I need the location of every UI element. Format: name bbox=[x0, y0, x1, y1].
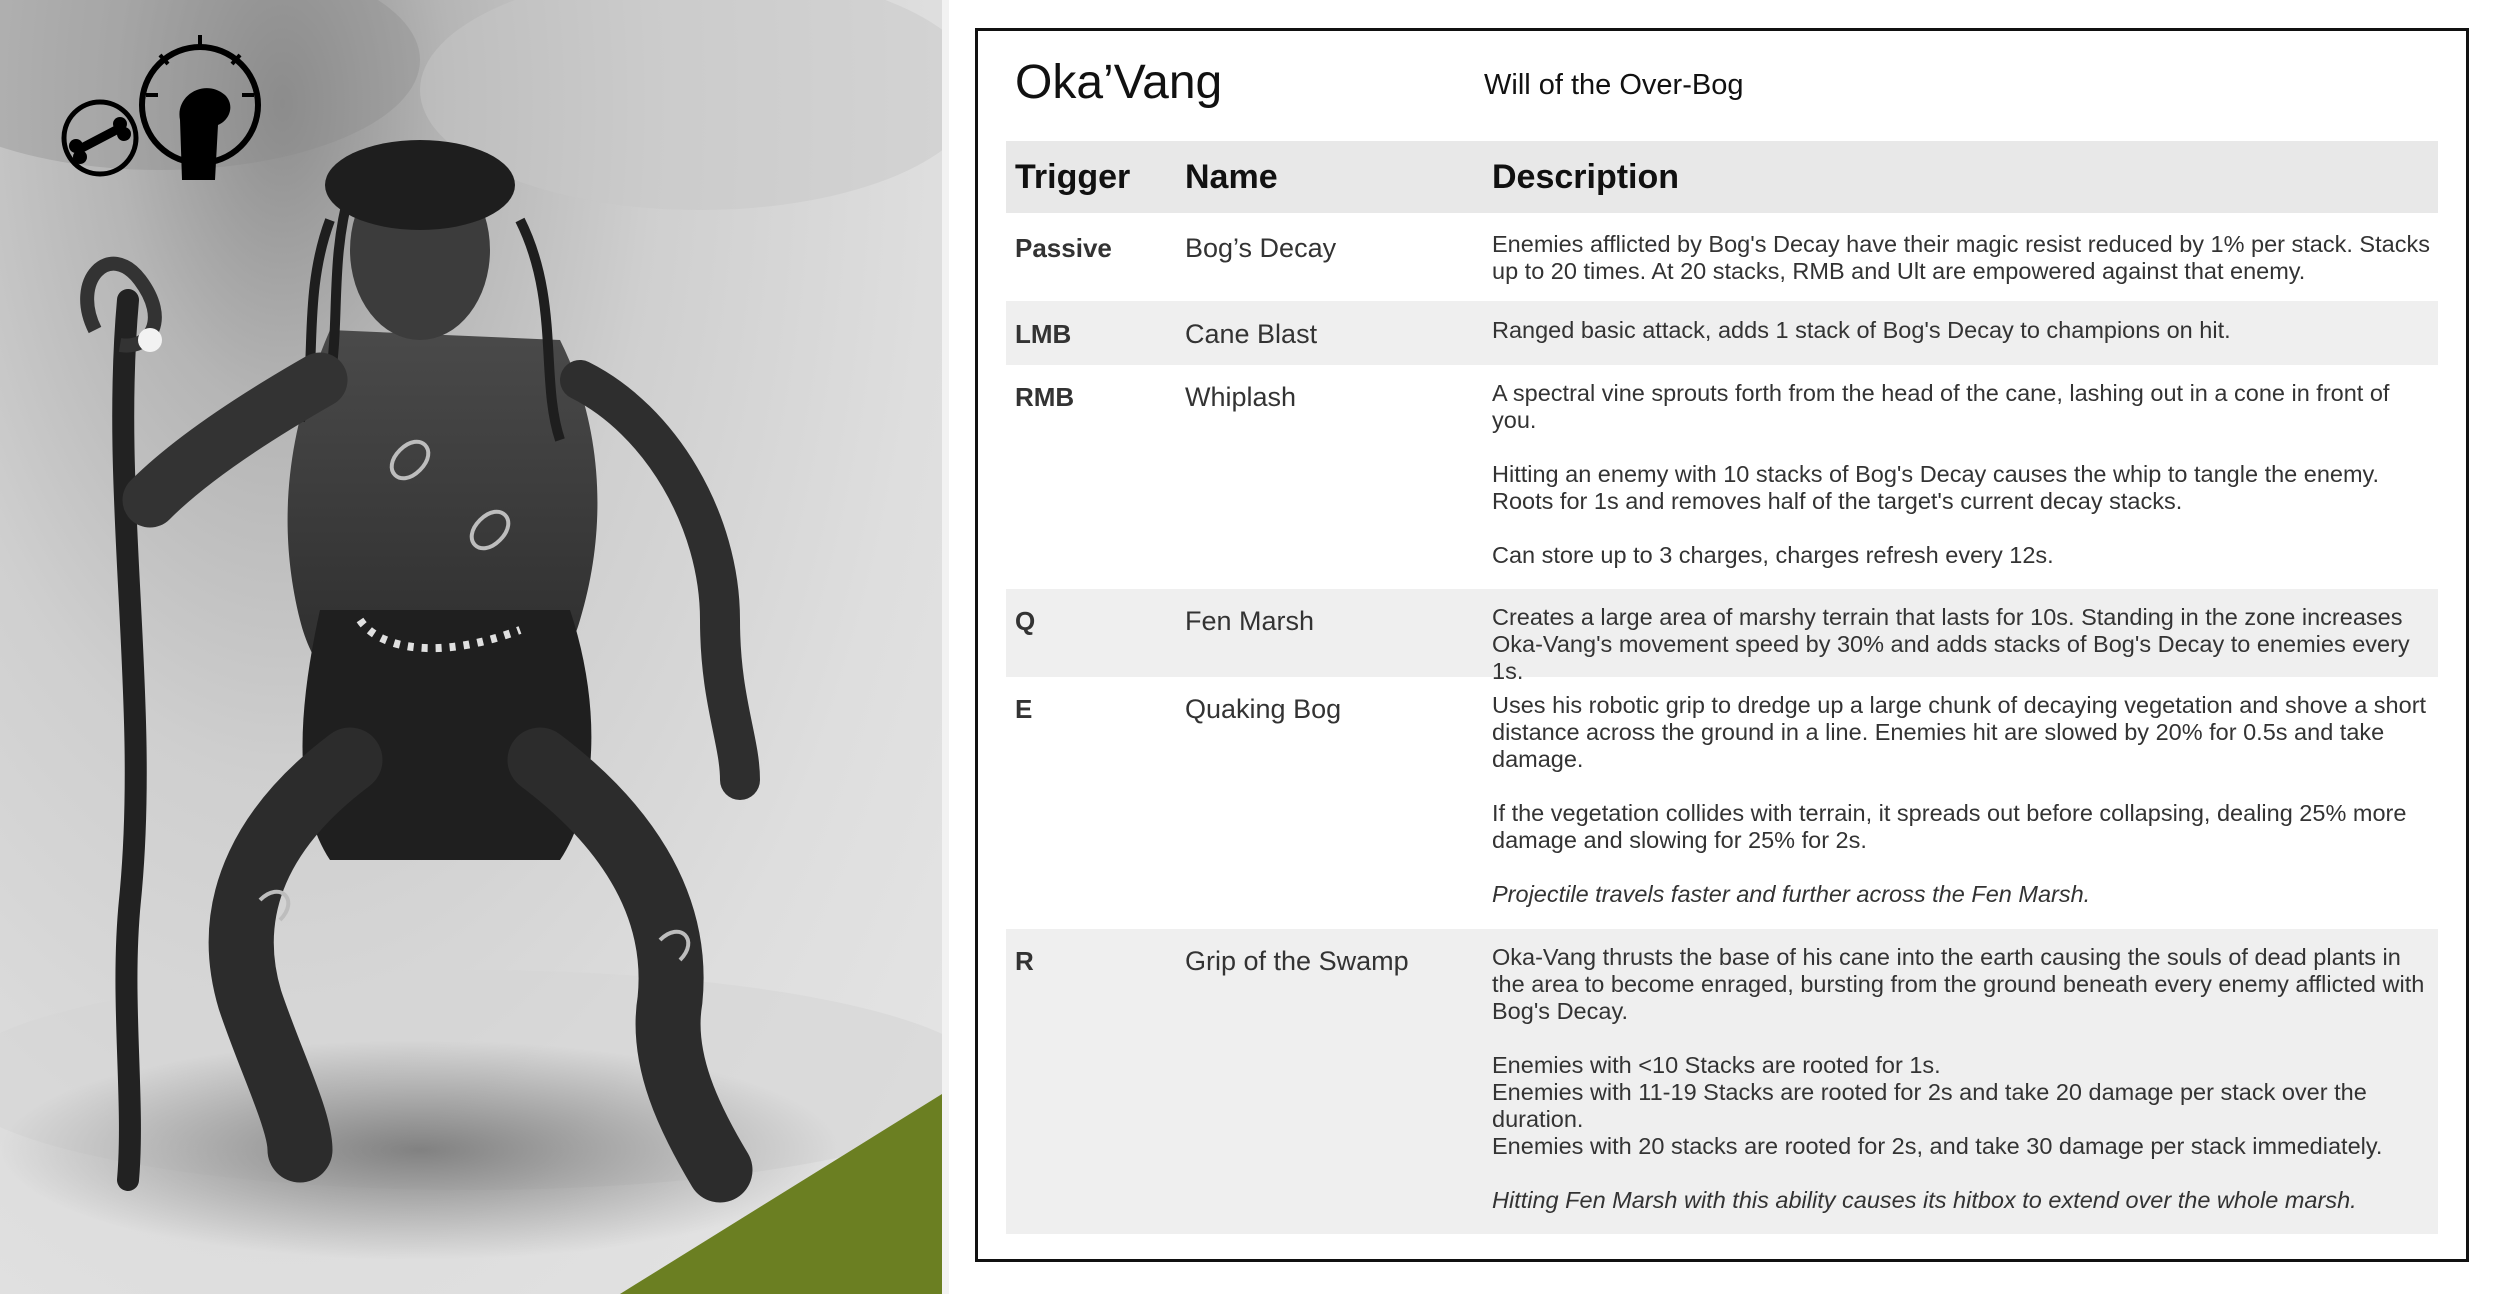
trigger-cell: RMB bbox=[1015, 382, 1075, 412]
description-text: A spectral vine sprouts forth from the head of the cane, lashing out in a cone in front of you. bbox=[1492, 380, 2390, 433]
champion-name: Oka’Vang bbox=[1015, 56, 1223, 109]
trigger-cell: Q bbox=[1015, 606, 1036, 636]
ability-name: Fen Marsh bbox=[1185, 606, 1315, 636]
description-text: Enemies with <10 Stacks are rooted for 1s. bbox=[1492, 1052, 1941, 1078]
description-text: Oka-Vang thrusts the base of his cane into the earth causing the souls of dead plants in the area to become enraged, bursting from the ground beneath every enemy afflicted with Bog's Decay. bbox=[1492, 944, 2425, 1024]
ability-name: Grip of the Swamp bbox=[1185, 946, 1409, 976]
ability-name: Quaking Bog bbox=[1185, 694, 1342, 724]
ability-icons bbox=[0, 0, 280, 200]
header-trigger: Trigger bbox=[1015, 157, 1131, 196]
description-cell bbox=[1483, 604, 2438, 685]
description-text: Hitting an enemy with 10 stacks of Bog's Decay causes the whip to tangle the enemy. Roots for 1s and removes half of the target's current decay stacks. bbox=[1492, 461, 2380, 514]
table-row bbox=[1006, 929, 2438, 1234]
header-description: Description bbox=[1492, 157, 1680, 196]
description-text: Can store up to 3 charges, charges refresh every 12s. bbox=[1492, 542, 2054, 568]
description-cell bbox=[1483, 692, 2438, 908]
flexing-fist-icon bbox=[142, 35, 258, 180]
description-note: Hitting Fen Marsh with this ability causes its hitbox to extend over the whole marsh. bbox=[1492, 1187, 2357, 1213]
description-cell bbox=[1483, 231, 2438, 285]
description-text: Creates a large area of marshy terrain that lasts for 10s. Standing in the zone increases Oka-Vang's movement speed by 30% and adds stacks of Bog's Decay to enemies every 1s. bbox=[1492, 604, 2410, 684]
table-row bbox=[1006, 589, 2438, 684]
description-note: Projectile travels faster and further across the Fen Marsh. bbox=[1492, 881, 2091, 907]
description-text: Enemies with 11-19 Stacks are rooted for 2s and take 20 damage per stack over the duration. bbox=[1492, 1079, 2367, 1132]
trigger-cell: E bbox=[1015, 694, 1033, 724]
table-row bbox=[1006, 213, 2438, 301]
description-cell bbox=[1483, 380, 2438, 569]
champion-subtitle: Will of the Over-Bog bbox=[1484, 69, 1744, 101]
character-portrait-image bbox=[0, 0, 942, 1294]
bone-pair-icon bbox=[64, 102, 136, 174]
description-text: Ranged basic attack, adds 1 stack of Bog's Decay to champions on hit. bbox=[1492, 317, 2231, 343]
ability-card bbox=[975, 28, 2469, 1262]
abilities-table bbox=[1006, 141, 2438, 1234]
trigger-cell: Passive bbox=[1015, 233, 1112, 263]
description-text: Enemies with 20 stacks are rooted for 2s, and take 30 damage per stack immediately. bbox=[1492, 1133, 2383, 1159]
table-row bbox=[1006, 301, 2438, 365]
table-row bbox=[1006, 677, 2438, 929]
trigger-cell: LMB bbox=[1015, 319, 1072, 349]
table-row bbox=[1006, 365, 2438, 589]
ability-name: Cane Blast bbox=[1185, 319, 1318, 349]
description-text: Enemies afflicted by Bog's Decay have their magic resist reduced by 1% per stack. Stacks up to 20 times. At 20 stacks, RMB and Ult are empowered against that enemy. bbox=[1492, 231, 2430, 284]
description-cell bbox=[1483, 944, 2438, 1214]
ability-name: Bog’s Decay bbox=[1185, 233, 1337, 263]
table-header bbox=[1006, 141, 2438, 213]
description-text: If the vegetation collides with terrain, it spreads out before collapsing, dealing 25% more damage and slowing for 25% for 2s. bbox=[1492, 800, 2407, 853]
trigger-cell: R bbox=[1015, 946, 1034, 976]
header-name: Name bbox=[1185, 157, 1278, 196]
description-text: Uses his robotic grip to dredge up a large chunk of decaying vegetation and shove a short distance across the ground in a line. Enemies hit are slowed by 20% for 0.5s and take damage. bbox=[1492, 692, 2427, 772]
ability-name: Whiplash bbox=[1185, 382, 1297, 412]
panel-divider bbox=[942, 0, 949, 1294]
description-cell bbox=[1483, 317, 2438, 344]
